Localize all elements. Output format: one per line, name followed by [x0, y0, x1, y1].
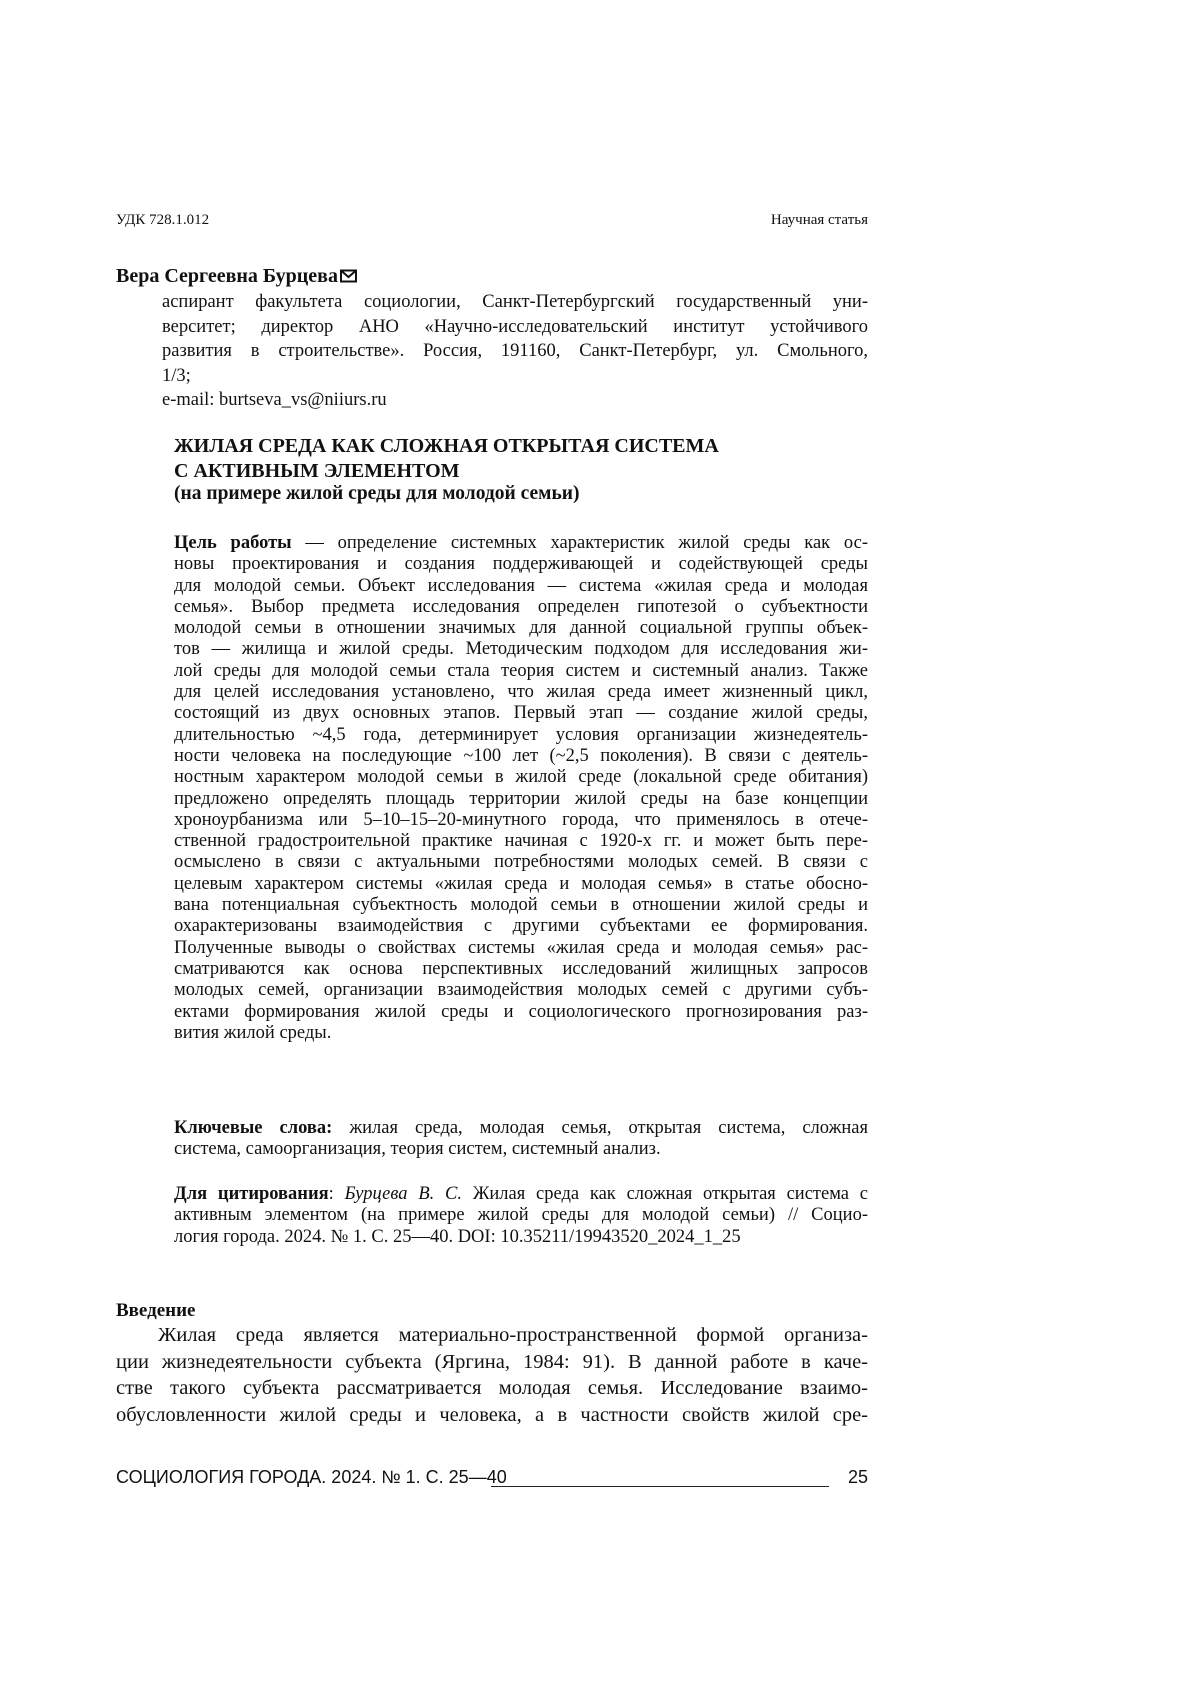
- footer-rule: [491, 1486, 829, 1487]
- author-affiliation: [162, 290, 868, 413]
- author-name: [116, 265, 357, 289]
- page-footer: [116, 1467, 868, 1491]
- article-type: Научная статья: [770, 212, 868, 228]
- keywords-line: [174, 1118, 868, 1139]
- abstract-line: охарактеризованы взаимодействия с другими субъектами ее формирования.: [174, 916, 868, 937]
- abstract-line: ности человека на последующие ~100 лет (~2,5 поколения). В связи с деятель-: [174, 745, 868, 766]
- affiliation-line: развития в строительстве». Россия, 191160, Санкт-Петербург, ул. Смольного,: [162, 341, 868, 361]
- envelope-icon[interactable]: [340, 266, 357, 289]
- abstract-first-line: — определение системных характеристик жилой среды как ос-: [291, 533, 868, 553]
- abstract-line: тов — жилища и жилой среды. Методическим подходом для исследования жи-: [174, 639, 868, 660]
- author-email[interactable]: e-mail: burtseva_vs@niiurs.ru: [162, 390, 387, 410]
- abstract-line: хроноурбанизма или 5–10–15–20-минутного города, что применялось в отече-: [174, 809, 868, 830]
- page-number: 25: [847, 1467, 868, 1487]
- keywords-label: Ключевые слова:: [174, 1118, 333, 1138]
- abstract-line: длительностью ~4,5 года, детерминирует условия организации жизнедеятель-: [174, 724, 868, 745]
- abstract-line: вития жилой среды.: [174, 1022, 332, 1043]
- abstract-line: Полученные выводы о свойствах системы «жилая среда и молодая семья» рас-: [174, 937, 868, 958]
- abstract-line: состоящий из двух основных этапов. Первый этап — создание жилой среды,: [174, 703, 868, 724]
- abstract-line: ностным характером молодой семьи в жилой среде (локальной среде обитания): [174, 767, 868, 788]
- abstract-line: предложено определять площадь территории жилой среды на базе концепции: [174, 788, 868, 809]
- keywords-line: система, самоорганизация, теория систем, системный анализ.: [174, 1139, 661, 1160]
- intro-line: обусловленности жилой среды и человека, а в частности свойств жилой сре-: [116, 1403, 868, 1426]
- abstract-line: сматриваются как основа перспективных исследований жилищных запросов: [174, 958, 868, 979]
- abstract-line: для молодой семьи. Объект исследования — система «жилая среда и молодая: [174, 575, 868, 596]
- abstract-line: для целей исследования установлено, что жилая среда имеет жизненный цикл,: [174, 682, 868, 703]
- abstract: [174, 533, 868, 1044]
- affiliation-line: верситет; директор АНО «Научно-исследовательский институт устойчивого: [162, 316, 868, 337]
- abstract-line: [174, 533, 868, 554]
- abstract-line: вана потенциальная субъектность молодой семьи в отношении жилой среды и: [174, 895, 868, 916]
- abstract-line: семья». Выбор предмета исследования определен гипотезой о субъектности: [174, 596, 868, 617]
- introduction-text: [116, 1322, 868, 1428]
- affiliation-line: аспирант факультета социологии, Санкт-Петербургский государственный уни-: [162, 292, 868, 312]
- intro-line: стве такого субъекта рассматривается молодая семья. Исследование взаимо-: [116, 1377, 868, 1399]
- author-name-text: Вера Сергеевна Бурцева: [116, 265, 338, 287]
- abstract-label: Цель работы: [174, 533, 292, 553]
- citation-line: логия города. 2024. № 1. С. 25—40. DOI: 10.35211/19943520_2024_1_25: [174, 1226, 741, 1247]
- citation-line: активным элементом (на примере жилой среды для молодой семьи) // Социо-: [174, 1205, 868, 1226]
- abstract-line: целевым характером системы «жилая среда и молодая семья» в статье обосно-: [174, 873, 868, 894]
- keywords-text: жилая среда, молодая семья, открытая система, сложная: [332, 1118, 868, 1138]
- abstract-line: новы проектирования и создания поддерживающей и содействующей среды: [174, 554, 868, 575]
- article-title: [174, 434, 719, 484]
- citation-title: Жилая среда как сложная открытая система с: [462, 1184, 869, 1204]
- title-line: С АКТИВНЫМ ЭЛЕМЕНТОМ: [174, 460, 460, 482]
- citation-colon: :: [328, 1184, 345, 1204]
- citation-label: Для цитирования: [174, 1184, 329, 1204]
- intro-line: Жилая среда является материально-пространственной формой организа-: [158, 1324, 868, 1346]
- title-line: ЖИЛАЯ СРЕДА КАК СЛОЖНАЯ ОТКРЫТАЯ СИСТЕМА: [174, 435, 719, 457]
- footer-journal: СОЦИОЛОГИЯ ГОРОДА. 2024. № 1. С. 25—40: [116, 1467, 507, 1487]
- citation: [174, 1184, 868, 1248]
- abstract-line: молодых семей, организации взаимодействия молодых семей с другими субъ-: [174, 980, 868, 1001]
- intro-line: ции жизнедеятельности субъекта (Яргина, 1984: 91). В данной работе в каче-: [116, 1350, 868, 1373]
- keywords: [174, 1118, 868, 1161]
- abstract-line: осмыслено в связи с актуальными потребностями молодых семей. В связи с: [174, 852, 868, 873]
- abstract-line: лой среды для молодой семьи стала теория систем и системный анализ. Также: [174, 660, 868, 681]
- citation-author: Бурцева В. С.: [344, 1184, 463, 1204]
- abstract-line: ектами формирования жилой среды и социологического прогнозирования раз-: [174, 1001, 868, 1022]
- udk-code: УДК 728.1.012: [116, 212, 210, 228]
- citation-line: [174, 1184, 868, 1205]
- affiliation-line: 1/3;: [162, 365, 191, 386]
- abstract-line: ственной градостроительной практике начиная с 1920-х гг. и может быть пере-: [174, 831, 868, 852]
- section-heading: Введение: [116, 1300, 196, 1321]
- article-subtitle: (на примере жилой среды для молодой семьи): [174, 483, 580, 504]
- abstract-line: молодой семьи в отношении значимых для данной социальной группы объек-: [174, 618, 868, 639]
